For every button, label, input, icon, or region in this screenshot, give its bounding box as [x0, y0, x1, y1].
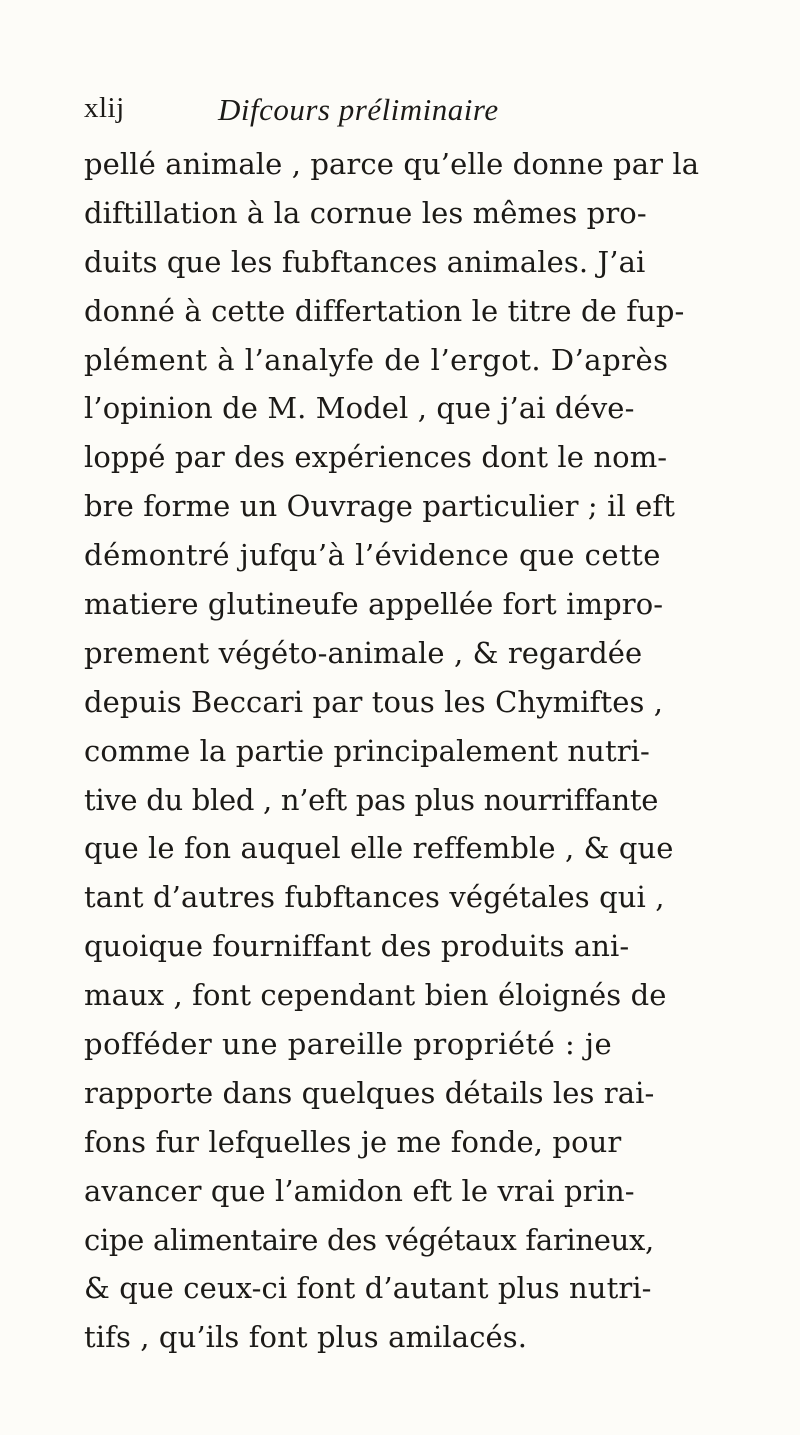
text-line: avancer que l’amidon eft le vrai prin-: [84, 1173, 635, 1208]
text-line: diftillation à la cornue les mêmes pro-: [84, 195, 647, 230]
text-line: comme la partie principalement nutri-: [84, 733, 650, 768]
running-title: Difcours préliminaire: [218, 92, 499, 127]
text-line: duits que les fubftances animales. J’ai: [84, 244, 646, 279]
page-number: xlij: [84, 92, 125, 124]
text-line: fons fur lefquelles je me fonde, pour: [84, 1124, 622, 1159]
text-line: quoique fourniffant des produits ani-: [84, 929, 630, 964]
text-line: démontré jufqu’à l’évidence que cette: [84, 538, 661, 573]
text-line: tive du bled , n’eft pas plus nourriffante: [84, 782, 659, 817]
running-head: [84, 92, 704, 132]
text-line: maux , font cependant bien éloignés de: [84, 978, 667, 1013]
text-line: pellé animale , parce qu’elle donne par la: [84, 147, 700, 181]
text-line: cipe alimentaire des végétaux farineux,: [84, 1222, 654, 1257]
text-line: pofféder une pareille propriété : je: [84, 1027, 613, 1062]
text-line: l’opinion de M. Model , que j’ai déve-: [84, 391, 635, 426]
text-line: prement végéto-animale , & regardée: [84, 635, 643, 670]
text-line: donné à cette differtation le titre de fup-: [84, 293, 685, 328]
body-text: [84, 140, 734, 1362]
text-line: tant d’autres fubftances végétales qui ,: [84, 880, 665, 915]
text-line: que le fon auquel elle reffemble , & que: [84, 831, 674, 866]
text-line: depuis Beccari par tous les Chymiftes ,: [84, 684, 664, 719]
text-line: & que ceux-ci font d’autant plus nutri-: [84, 1271, 652, 1306]
text-line: plément à l’analyfe de l’ergot. D’après: [84, 342, 669, 377]
text-line: tifs , qu’ils font plus amilacés.: [84, 1320, 528, 1355]
text-line: loppé par des expériences dont le nom-: [84, 440, 668, 475]
text-line: matiere glutineufe appellée fort impro-: [84, 587, 664, 622]
text-line: rapporte dans quelques détails les rai-: [84, 1075, 655, 1110]
text-line: bre forme un Ouvrage particulier ; il eft: [84, 489, 676, 524]
